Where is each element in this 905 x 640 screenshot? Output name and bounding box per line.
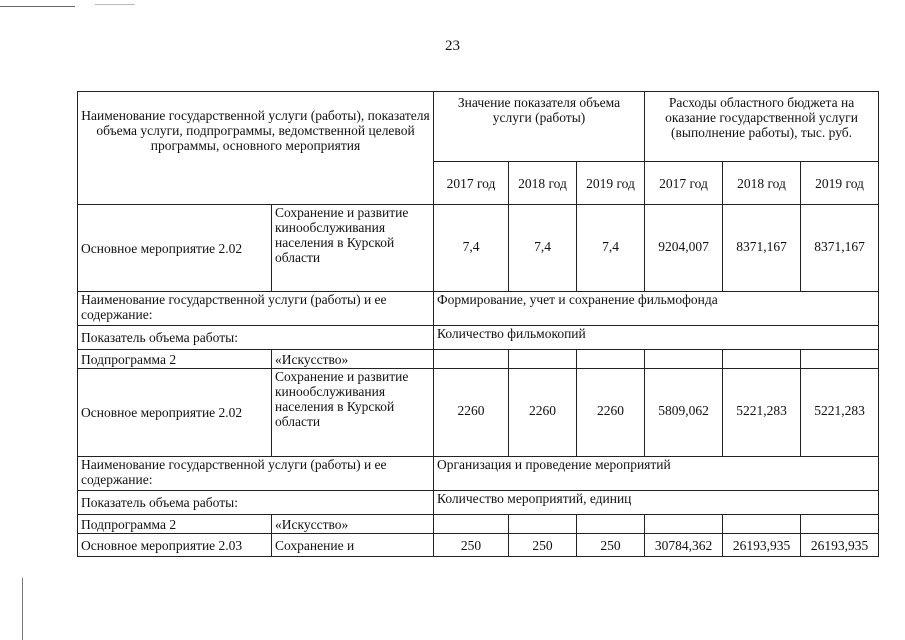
value-cell: 30784,362	[645, 534, 723, 557]
row-label: Основное мероприятие 2.02	[78, 369, 272, 457]
header-volume-column: Значение показателя объема услуги (работы)	[434, 92, 645, 162]
budget-table	[77, 91, 879, 557]
table-row	[78, 534, 879, 557]
indicator-value: Количество мероприятий, единиц	[434, 491, 879, 515]
value-cell: 7,4	[509, 205, 577, 292]
empty-cell	[645, 515, 723, 534]
page-number: 23	[445, 38, 460, 54]
table-row	[78, 205, 879, 292]
empty-cell	[723, 350, 801, 369]
header-year: 2017 год	[434, 162, 509, 205]
value-cell: 7,4	[577, 205, 645, 292]
row-label: Основное мероприятие 2.03	[78, 534, 272, 557]
table-row	[78, 515, 879, 534]
subprogram-label: Подпрограмма 2	[78, 515, 272, 534]
empty-cell	[801, 515, 879, 534]
service-name-value: Формирование, учет и сохранение фильмофонда	[434, 292, 879, 326]
row-description: Сохранение и развитие кинообслуживания населения в Курской области	[272, 369, 434, 457]
service-name-value: Организация и проведение мероприятий	[434, 457, 879, 491]
table-header-row	[78, 92, 879, 162]
value-cell: 5221,283	[723, 369, 801, 457]
service-name-label: Наименование государственной услуги (работы) и ее содержание:	[78, 292, 434, 326]
empty-cell	[577, 515, 645, 534]
header-year: 2019 год	[801, 162, 879, 205]
empty-cell	[801, 350, 879, 369]
value-cell: 2260	[577, 369, 645, 457]
indicator-label: Показатель объема работы:	[78, 491, 434, 515]
value-cell: 5221,283	[801, 369, 879, 457]
value-cell: 250	[509, 534, 577, 557]
empty-cell	[434, 515, 509, 534]
indicator-value: Количество фильмокопий	[434, 326, 879, 350]
empty-cell	[509, 515, 577, 534]
value-cell: 8371,167	[801, 205, 879, 292]
value-cell: 8371,167	[723, 205, 801, 292]
table-row	[78, 326, 879, 350]
header-expense-column: Расходы областного бюджета на оказание государственной услуги (выполнение работы), тыс. руб.	[645, 92, 879, 162]
value-cell: 2260	[509, 369, 577, 457]
row-description: Сохранение и	[272, 534, 434, 557]
subprogram-name: «Искусство»	[272, 515, 434, 534]
header-name-column: Наименование государственной услуги (работы), показателя объема услуги, подпрограммы, ведомственной целевой программы, основного мероприятия	[78, 92, 434, 205]
value-cell: 250	[577, 534, 645, 557]
table-row	[78, 350, 879, 369]
value-cell: 26193,935	[801, 534, 879, 557]
header-year: 2017 год	[645, 162, 723, 205]
scan-artifact-edge	[22, 578, 23, 640]
header-year: 2018 год	[723, 162, 801, 205]
table-row	[78, 369, 879, 457]
service-name-label: Наименование государственной услуги (работы) и ее содержание:	[78, 457, 434, 491]
empty-cell	[577, 350, 645, 369]
value-cell: 26193,935	[723, 534, 801, 557]
header-year: 2018 год	[509, 162, 577, 205]
value-cell: 2260	[434, 369, 509, 457]
table-row	[78, 457, 879, 491]
row-description: Сохранение и развитие кинообслуживания населения в Курской области	[272, 205, 434, 292]
empty-cell	[645, 350, 723, 369]
empty-cell	[509, 350, 577, 369]
header-year: 2019 год	[577, 162, 645, 205]
indicator-label: Показатель объема работы:	[78, 326, 434, 350]
subprogram-name: «Искусство»	[272, 350, 434, 369]
subprogram-label: Подпрограмма 2	[78, 350, 272, 369]
row-label: Основное мероприятие 2.02	[78, 205, 272, 292]
scan-artifact-line	[95, 4, 135, 5]
table-row	[78, 292, 879, 326]
value-cell: 5809,062	[645, 369, 723, 457]
empty-cell	[434, 350, 509, 369]
value-cell: 7,4	[434, 205, 509, 292]
empty-cell	[723, 515, 801, 534]
table-row	[78, 491, 879, 515]
scan-artifact-line	[0, 6, 75, 7]
value-cell: 9204,007	[645, 205, 723, 292]
value-cell: 250	[434, 534, 509, 557]
